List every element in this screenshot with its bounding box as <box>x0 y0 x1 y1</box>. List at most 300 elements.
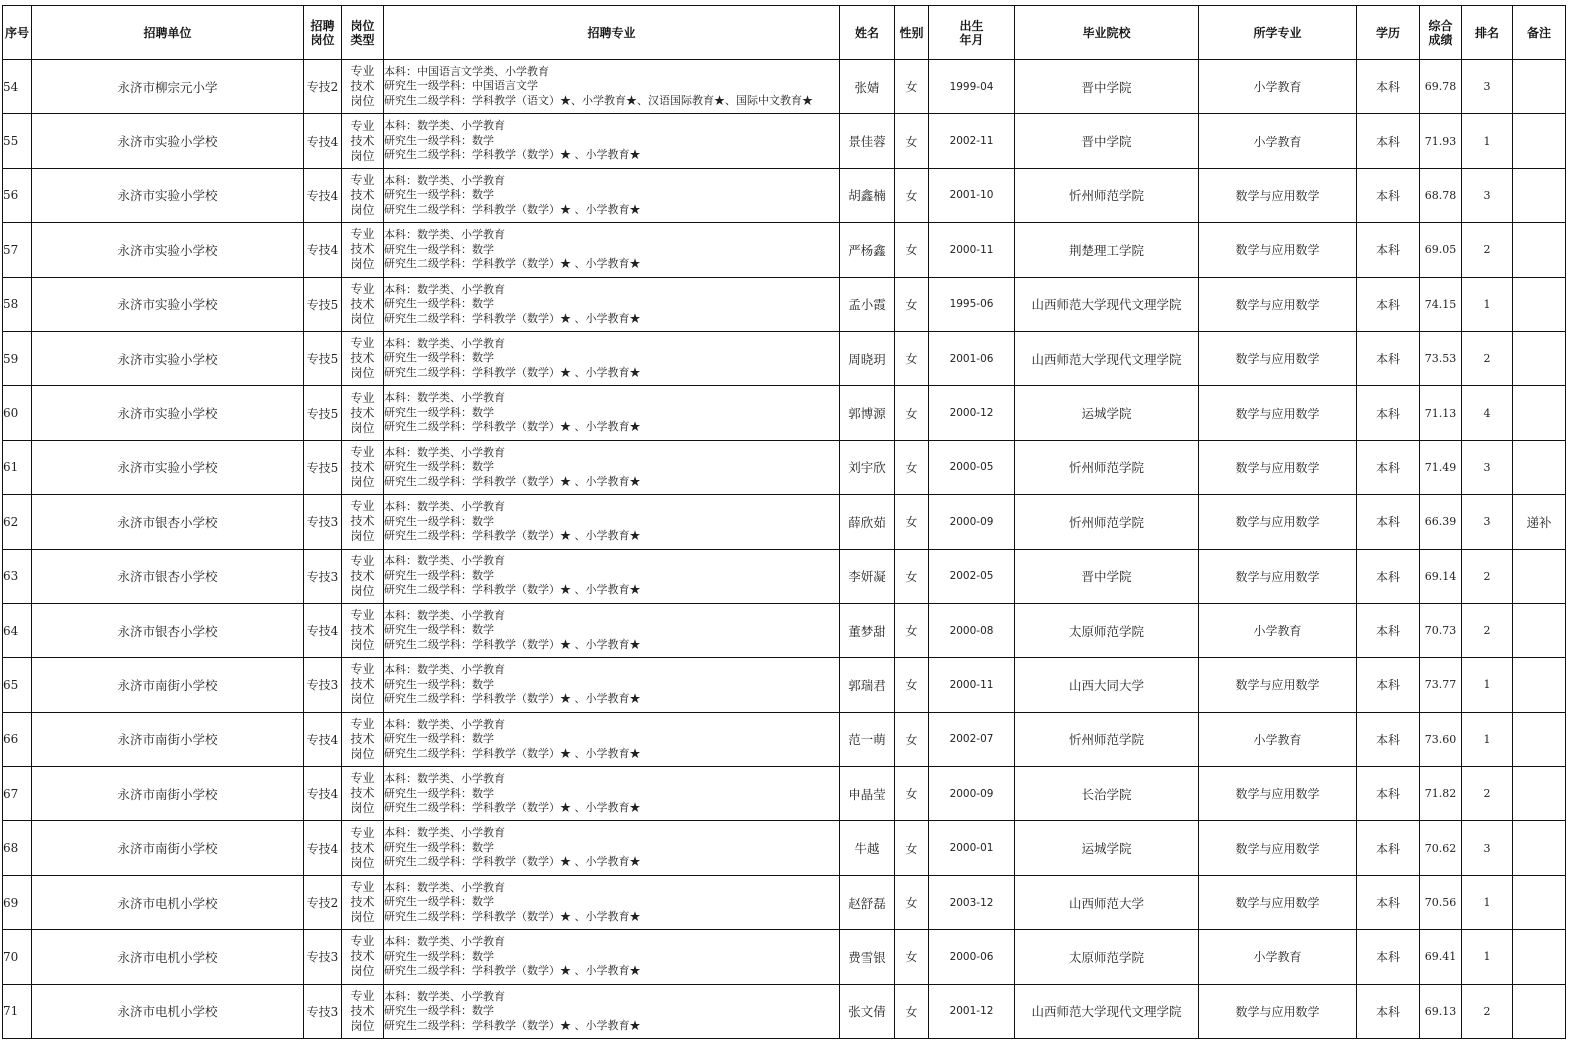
cell-major <box>384 331 840 385</box>
cell-major-line: 研究生一级学科：数学 <box>384 405 494 419</box>
cell-major <box>384 603 840 657</box>
cell-edu: 本科 <box>1357 168 1420 222</box>
cell-name: 赵舒磊 <box>840 875 895 929</box>
cell-rank: 2 <box>1462 223 1513 277</box>
cell-edu: 本科 <box>1357 223 1420 277</box>
cell-type-line: 岗位 <box>350 420 375 435</box>
cell-type-line: 技术 <box>350 1003 375 1018</box>
table-row <box>3 712 1566 766</box>
cell-birth: 2000-05 <box>929 440 1015 494</box>
cell-gender: 女 <box>895 549 929 603</box>
cell-major <box>384 930 840 984</box>
cell-school: 运城学院 <box>1015 821 1199 875</box>
cell-major-line: 研究生一级学科：数学 <box>384 460 494 474</box>
cell-major-line: 研究生二级学科：学科教学（数学）★ 、小学教育★ <box>384 909 641 923</box>
cell-name: 郭瑞君 <box>840 658 895 712</box>
cell-unit: 永济市电机小学校 <box>32 930 304 984</box>
cell-school: 忻州师范学院 <box>1015 495 1199 549</box>
cell-type-line: 岗位 <box>350 474 375 489</box>
cell-type-line: 岗位 <box>350 855 375 870</box>
cell-major-line: 研究生二级学科：学科教学（数学）★ 、小学教育★ <box>384 420 641 434</box>
table-row <box>3 60 1566 114</box>
cell-post: 专技4 <box>304 712 342 766</box>
cell-edu: 本科 <box>1357 603 1420 657</box>
table-row <box>3 658 1566 712</box>
cell-edu: 本科 <box>1357 712 1420 766</box>
cell-type-line: 岗位 <box>350 638 375 653</box>
cell-type-line: 技术 <box>350 242 375 257</box>
cell-post: 专技3 <box>304 549 342 603</box>
cell-type-line: 专业 <box>350 608 375 623</box>
cell-school: 山西师范大学现代文理学院 <box>1015 331 1199 385</box>
cell-post: 专技2 <box>304 875 342 929</box>
cell-post: 专技5 <box>304 331 342 385</box>
cell-major-line: 本科：数学类、小学教育 <box>384 445 505 459</box>
header-school: 毕业院校 <box>1015 6 1199 60</box>
cell-major-line: 研究生一级学科：数学 <box>384 242 494 256</box>
cell-type-line: 专业 <box>350 988 375 1003</box>
cell-type-line: 技术 <box>350 133 375 148</box>
cell-edu: 本科 <box>1357 277 1420 331</box>
cell-birth: 2000-01 <box>929 821 1015 875</box>
cell-unit: 永济市实验小学校 <box>32 331 304 385</box>
cell-name: 景佳蓉 <box>840 114 895 168</box>
cell-school: 山西师范大学现代文理学院 <box>1015 277 1199 331</box>
cell-note <box>1513 440 1566 494</box>
cell-school: 忻州师范学院 <box>1015 440 1199 494</box>
cell-type-line: 岗位 <box>350 801 375 816</box>
cell-name: 范一萌 <box>840 712 895 766</box>
cell-birth: 2002-07 <box>929 712 1015 766</box>
cell-edu: 本科 <box>1357 549 1420 603</box>
cell-gender: 女 <box>895 114 929 168</box>
cell-type <box>342 875 384 929</box>
cell-score: 71.49 <box>1420 440 1462 494</box>
cell-seq: 70 <box>3 930 32 984</box>
cell-major-line: 研究生二级学科：学科教学（数学）★ 、小学教育★ <box>384 202 641 216</box>
cell-major <box>384 767 840 821</box>
cell-school: 山西师范大学 <box>1015 875 1199 929</box>
cell-edu: 本科 <box>1357 440 1420 494</box>
header-score: 综合 成绩 <box>1420 6 1462 60</box>
cell-type <box>342 495 384 549</box>
header-studied: 所学专业 <box>1199 6 1357 60</box>
cell-major-line: 研究生二级学科：学科教学（数学）★ 、小学教育★ <box>384 311 641 325</box>
cell-edu: 本科 <box>1357 114 1420 168</box>
table-row <box>3 223 1566 277</box>
cell-birth: 2000-09 <box>929 495 1015 549</box>
cell-type-line: 专业 <box>350 662 375 677</box>
cell-major-line: 研究生一级学科：数学 <box>384 568 494 582</box>
cell-score: 69.05 <box>1420 223 1462 277</box>
cell-type <box>342 277 384 331</box>
cell-studied: 数学与应用数学 <box>1199 767 1357 821</box>
cell-major-line: 研究生一级学科：数学 <box>384 786 494 800</box>
cell-score: 71.82 <box>1420 767 1462 821</box>
cell-major-line: 本科：数学类、小学教育 <box>384 391 505 405</box>
cell-type-line: 岗位 <box>350 529 375 544</box>
cell-name: 胡鑫楠 <box>840 168 895 222</box>
cell-edu: 本科 <box>1357 875 1420 929</box>
cell-studied: 小学教育 <box>1199 603 1357 657</box>
header-rank: 排名 <box>1462 6 1513 60</box>
cell-type-line: 专业 <box>350 499 375 514</box>
cell-rank: 3 <box>1462 821 1513 875</box>
cell-seq: 58 <box>3 277 32 331</box>
cell-post: 专技5 <box>304 440 342 494</box>
cell-major-line: 研究生二级学科：学科教学（数学）★ 、小学教育★ <box>384 637 641 651</box>
cell-note <box>1513 821 1566 875</box>
cell-birth: 2001-12 <box>929 984 1015 1038</box>
cell-gender: 女 <box>895 603 929 657</box>
cell-note: 递补 <box>1513 495 1566 549</box>
cell-major <box>384 277 840 331</box>
cell-score: 71.93 <box>1420 114 1462 168</box>
cell-edu: 本科 <box>1357 495 1420 549</box>
cell-major-line: 本科：数学类、小学教育 <box>384 500 505 514</box>
cell-type-line: 技术 <box>350 296 375 311</box>
cell-gender: 女 <box>895 495 929 549</box>
cell-type <box>342 767 384 821</box>
cell-type-line: 技术 <box>350 405 375 420</box>
cell-type-line: 岗位 <box>350 202 375 217</box>
cell-major-line: 研究生一级学科：数学 <box>384 514 494 528</box>
cell-name: 申晶莹 <box>840 767 895 821</box>
cell-major <box>384 495 840 549</box>
cell-rank: 2 <box>1462 767 1513 821</box>
cell-type-line: 技术 <box>350 895 375 910</box>
cell-type <box>342 60 384 114</box>
cell-seq: 71 <box>3 984 32 1038</box>
cell-seq: 60 <box>3 386 32 440</box>
cell-note <box>1513 767 1566 821</box>
cell-gender: 女 <box>895 331 929 385</box>
cell-major-line: 本科：数学类、小学教育 <box>384 717 505 731</box>
cell-type-line: 技术 <box>350 840 375 855</box>
header-name: 姓名 <box>840 6 895 60</box>
cell-score: 66.39 <box>1420 495 1462 549</box>
cell-post: 专技5 <box>304 277 342 331</box>
cell-school: 运城学院 <box>1015 386 1199 440</box>
cell-type-line: 技术 <box>350 731 375 746</box>
cell-type-line: 专业 <box>350 172 375 187</box>
cell-type-line: 专业 <box>350 227 375 242</box>
cell-type-line: 专业 <box>350 390 375 405</box>
cell-type <box>342 984 384 1038</box>
cell-unit: 永济市南街小学校 <box>32 821 304 875</box>
cell-major-line: 研究生一级学科：数学 <box>384 188 494 202</box>
cell-gender: 女 <box>895 984 929 1038</box>
cell-major-line: 研究生一级学科：数学 <box>384 133 494 147</box>
cell-type-line: 专业 <box>350 64 375 79</box>
table-row <box>3 549 1566 603</box>
cell-name: 郭博源 <box>840 386 895 440</box>
cell-major <box>384 223 840 277</box>
cell-rank: 1 <box>1462 277 1513 331</box>
cell-type <box>342 440 384 494</box>
cell-gender: 女 <box>895 875 929 929</box>
cell-birth: 2002-11 <box>929 114 1015 168</box>
cell-note <box>1513 930 1566 984</box>
cell-note <box>1513 277 1566 331</box>
cell-major-line: 研究生二级学科：学科教学（数学）★ 、小学教育★ <box>384 801 641 815</box>
header-edu: 学历 <box>1357 6 1420 60</box>
cell-note <box>1513 114 1566 168</box>
table-row <box>3 930 1566 984</box>
cell-school: 忻州师范学院 <box>1015 168 1199 222</box>
cell-type-line: 技术 <box>350 187 375 202</box>
table-row <box>3 114 1566 168</box>
cell-unit: 永济市实验小学校 <box>32 440 304 494</box>
cell-birth: 2000-11 <box>929 223 1015 277</box>
cell-name: 牛越 <box>840 821 895 875</box>
cell-seq: 68 <box>3 821 32 875</box>
table-row <box>3 168 1566 222</box>
cell-unit: 永济市电机小学校 <box>32 875 304 929</box>
table-row <box>3 984 1566 1038</box>
cell-unit: 永济市柳宗元小学 <box>32 60 304 114</box>
cell-major <box>384 168 840 222</box>
cell-type-line: 专业 <box>350 934 375 949</box>
table-row <box>3 277 1566 331</box>
cell-rank: 2 <box>1462 984 1513 1038</box>
cell-birth: 2000-11 <box>929 658 1015 712</box>
cell-name: 刘宇欣 <box>840 440 895 494</box>
cell-seq: 67 <box>3 767 32 821</box>
cell-note <box>1513 168 1566 222</box>
cell-rank: 3 <box>1462 168 1513 222</box>
cell-name: 费雪银 <box>840 930 895 984</box>
cell-type-line: 技术 <box>350 351 375 366</box>
cell-major-line: 本科：数学类、小学教育 <box>384 119 505 133</box>
cell-type <box>342 658 384 712</box>
cell-unit: 永济市实验小学校 <box>32 386 304 440</box>
cell-post: 专技4 <box>304 767 342 821</box>
cell-major <box>384 984 840 1038</box>
cell-type-line: 专业 <box>350 880 375 895</box>
cell-major-line: 本科：数学类、小学教育 <box>384 935 505 949</box>
cell-name: 孟小霞 <box>840 277 895 331</box>
cell-studied: 数学与应用数学 <box>1199 440 1357 494</box>
cell-score: 69.13 <box>1420 984 1462 1038</box>
cell-rank: 3 <box>1462 60 1513 114</box>
cell-score: 73.53 <box>1420 331 1462 385</box>
cell-post: 专技3 <box>304 495 342 549</box>
cell-unit: 永济市南街小学校 <box>32 767 304 821</box>
cell-major-line: 研究生一级学科：数学 <box>384 677 494 691</box>
cell-rank: 2 <box>1462 549 1513 603</box>
cell-major-line: 研究生一级学科：数学 <box>384 297 494 310</box>
cell-post: 专技2 <box>304 60 342 114</box>
cell-studied: 数学与应用数学 <box>1199 223 1357 277</box>
cell-seq: 55 <box>3 114 32 168</box>
cell-name: 李妍凝 <box>840 549 895 603</box>
cell-edu: 本科 <box>1357 331 1420 385</box>
cell-major-line: 本科：中国语言文学类、小学教育 <box>384 64 549 78</box>
cell-seq: 57 <box>3 223 32 277</box>
cell-school: 晋中学院 <box>1015 114 1199 168</box>
cell-type <box>342 549 384 603</box>
cell-type-line: 岗位 <box>350 910 375 925</box>
cell-major-line: 研究生二级学科：学科教学（数学）★ 、小学教育★ <box>384 746 641 760</box>
table-row <box>3 440 1566 494</box>
cell-major-line: 研究生二级学科：学科教学（数学）★ 、小学教育★ <box>384 964 641 978</box>
cell-school: 太原师范学院 <box>1015 603 1199 657</box>
cell-major <box>384 875 840 929</box>
cell-type-line: 岗位 <box>350 746 375 761</box>
cell-major-line: 本科：数学类、小学教育 <box>384 282 505 296</box>
cell-type <box>342 386 384 440</box>
cell-studied: 数学与应用数学 <box>1199 549 1357 603</box>
cell-seq: 56 <box>3 168 32 222</box>
table-row <box>3 875 1566 929</box>
cell-gender: 女 <box>895 658 929 712</box>
cell-seq: 61 <box>3 440 32 494</box>
cell-gender: 女 <box>895 767 929 821</box>
cell-rank: 3 <box>1462 440 1513 494</box>
cell-edu: 本科 <box>1357 984 1420 1038</box>
cell-type <box>342 223 384 277</box>
cell-gender: 女 <box>895 277 929 331</box>
cell-type <box>342 821 384 875</box>
cell-rank: 1 <box>1462 658 1513 712</box>
cell-type-line: 专业 <box>350 336 375 351</box>
table-row <box>3 386 1566 440</box>
cell-seq: 65 <box>3 658 32 712</box>
cell-major-line: 本科：数学类、小学教育 <box>384 608 505 622</box>
cell-post: 专技4 <box>304 223 342 277</box>
cell-major-line: 本科：数学类、小学教育 <box>384 336 505 350</box>
cell-major-line: 研究生一级学科：数学 <box>384 732 494 746</box>
cell-rank: 3 <box>1462 495 1513 549</box>
cell-unit: 永济市电机小学校 <box>32 984 304 1038</box>
cell-post: 专技3 <box>304 984 342 1038</box>
header-note: 备注 <box>1513 6 1566 60</box>
cell-type-line: 技术 <box>350 459 375 474</box>
cell-gender: 女 <box>895 386 929 440</box>
cell-major-line: 研究生二级学科：学科教学（数学）★ 、小学教育★ <box>384 474 641 488</box>
cell-unit: 永济市实验小学校 <box>32 223 304 277</box>
cell-type-line: 岗位 <box>350 1018 375 1033</box>
cell-edu: 本科 <box>1357 930 1420 984</box>
header-type: 岗位 类型 <box>342 6 384 60</box>
header-unit: 招聘单位 <box>32 6 304 60</box>
cell-note <box>1513 712 1566 766</box>
cell-seq: 66 <box>3 712 32 766</box>
cell-studied: 小学教育 <box>1199 60 1357 114</box>
cell-major-line: 研究生二级学科：学科教学（数学）★ 、小学教育★ <box>384 855 641 869</box>
cell-edu: 本科 <box>1357 821 1420 875</box>
cell-major-line: 研究生一级学科：数学 <box>384 351 494 365</box>
cell-score: 69.41 <box>1420 930 1462 984</box>
cell-major-line: 研究生二级学科：学科教学（数学）★ 、小学教育★ <box>384 1018 641 1032</box>
cell-rank: 2 <box>1462 603 1513 657</box>
cell-school: 荆楚理工学院 <box>1015 223 1199 277</box>
cell-type-line: 岗位 <box>350 583 375 598</box>
cell-score: 71.13 <box>1420 386 1462 440</box>
cell-unit: 永济市南街小学校 <box>32 658 304 712</box>
cell-major-line: 研究生一级学科：数学 <box>384 623 494 637</box>
cell-type-line: 岗位 <box>350 692 375 707</box>
cell-type <box>342 930 384 984</box>
cell-note <box>1513 875 1566 929</box>
cell-name: 薛欣茹 <box>840 495 895 549</box>
cell-type-line: 技术 <box>350 514 375 529</box>
cell-rank: 1 <box>1462 930 1513 984</box>
table-row <box>3 331 1566 385</box>
cell-major-line: 研究生一级学科：中国语言文学 <box>384 79 538 93</box>
cell-type <box>342 331 384 385</box>
cell-school: 太原师范学院 <box>1015 930 1199 984</box>
cell-unit: 永济市实验小学校 <box>32 168 304 222</box>
cell-birth: 2000-09 <box>929 767 1015 821</box>
cell-gender: 女 <box>895 821 929 875</box>
cell-birth: 1999-04 <box>929 60 1015 114</box>
cell-studied: 数学与应用数学 <box>1199 386 1357 440</box>
cell-type <box>342 603 384 657</box>
header-birth: 出生 年月 <box>929 6 1015 60</box>
cell-major-line: 研究生二级学科：学科教学（数学）★ 、小学教育★ <box>384 365 641 379</box>
cell-major-line: 研究生一级学科：数学 <box>384 895 494 909</box>
cell-type-line: 技术 <box>350 949 375 964</box>
cell-type-line: 技术 <box>350 568 375 583</box>
cell-name: 周晓玥 <box>840 331 895 385</box>
cell-type-line: 专业 <box>350 716 375 731</box>
cell-birth: 2003-12 <box>929 875 1015 929</box>
cell-type-line: 岗位 <box>350 366 375 381</box>
cell-score: 70.62 <box>1420 821 1462 875</box>
cell-edu: 本科 <box>1357 60 1420 114</box>
cell-type-line: 专业 <box>350 771 375 786</box>
cell-post: 专技4 <box>304 603 342 657</box>
cell-name: 严杨鑫 <box>840 223 895 277</box>
table-header <box>3 6 1566 60</box>
cell-major-line: 本科：数学类、小学教育 <box>384 554 505 568</box>
cell-type-line: 岗位 <box>350 94 375 109</box>
cell-score: 69.78 <box>1420 60 1462 114</box>
cell-type-line: 专业 <box>350 281 375 296</box>
cell-unit: 永济市银杏小学校 <box>32 495 304 549</box>
header-post: 招聘 岗位 <box>304 6 342 60</box>
cell-score: 69.14 <box>1420 549 1462 603</box>
cell-note <box>1513 658 1566 712</box>
cell-type-line: 专业 <box>350 444 375 459</box>
cell-seq: 69 <box>3 875 32 929</box>
cell-gender: 女 <box>895 223 929 277</box>
cell-school: 山西师范大学现代文理学院 <box>1015 984 1199 1038</box>
cell-birth: 1995-06 <box>929 277 1015 331</box>
cell-type-line: 岗位 <box>350 311 375 326</box>
cell-type-line: 专业 <box>350 825 375 840</box>
cell-name: 张婧 <box>840 60 895 114</box>
cell-major-line: 本科：数学类、小学教育 <box>384 772 505 786</box>
cell-birth: 2000-06 <box>929 930 1015 984</box>
recruitment-table <box>2 5 1566 1039</box>
cell-score: 68.78 <box>1420 168 1462 222</box>
cell-major-line: 本科：数学类、小学教育 <box>384 880 505 894</box>
cell-edu: 本科 <box>1357 767 1420 821</box>
cell-studied: 小学教育 <box>1199 114 1357 168</box>
cell-major-line: 研究生二级学科：学科教学（数学）★ 、小学教育★ <box>384 692 641 706</box>
cell-studied: 数学与应用数学 <box>1199 984 1357 1038</box>
cell-birth: 2001-10 <box>929 168 1015 222</box>
table-row <box>3 821 1566 875</box>
cell-major <box>384 658 840 712</box>
cell-note <box>1513 984 1566 1038</box>
cell-major-line: 研究生二级学科：学科教学（数学）★ 、小学教育★ <box>384 257 641 271</box>
cell-type-line: 专业 <box>350 553 375 568</box>
cell-major <box>384 712 840 766</box>
